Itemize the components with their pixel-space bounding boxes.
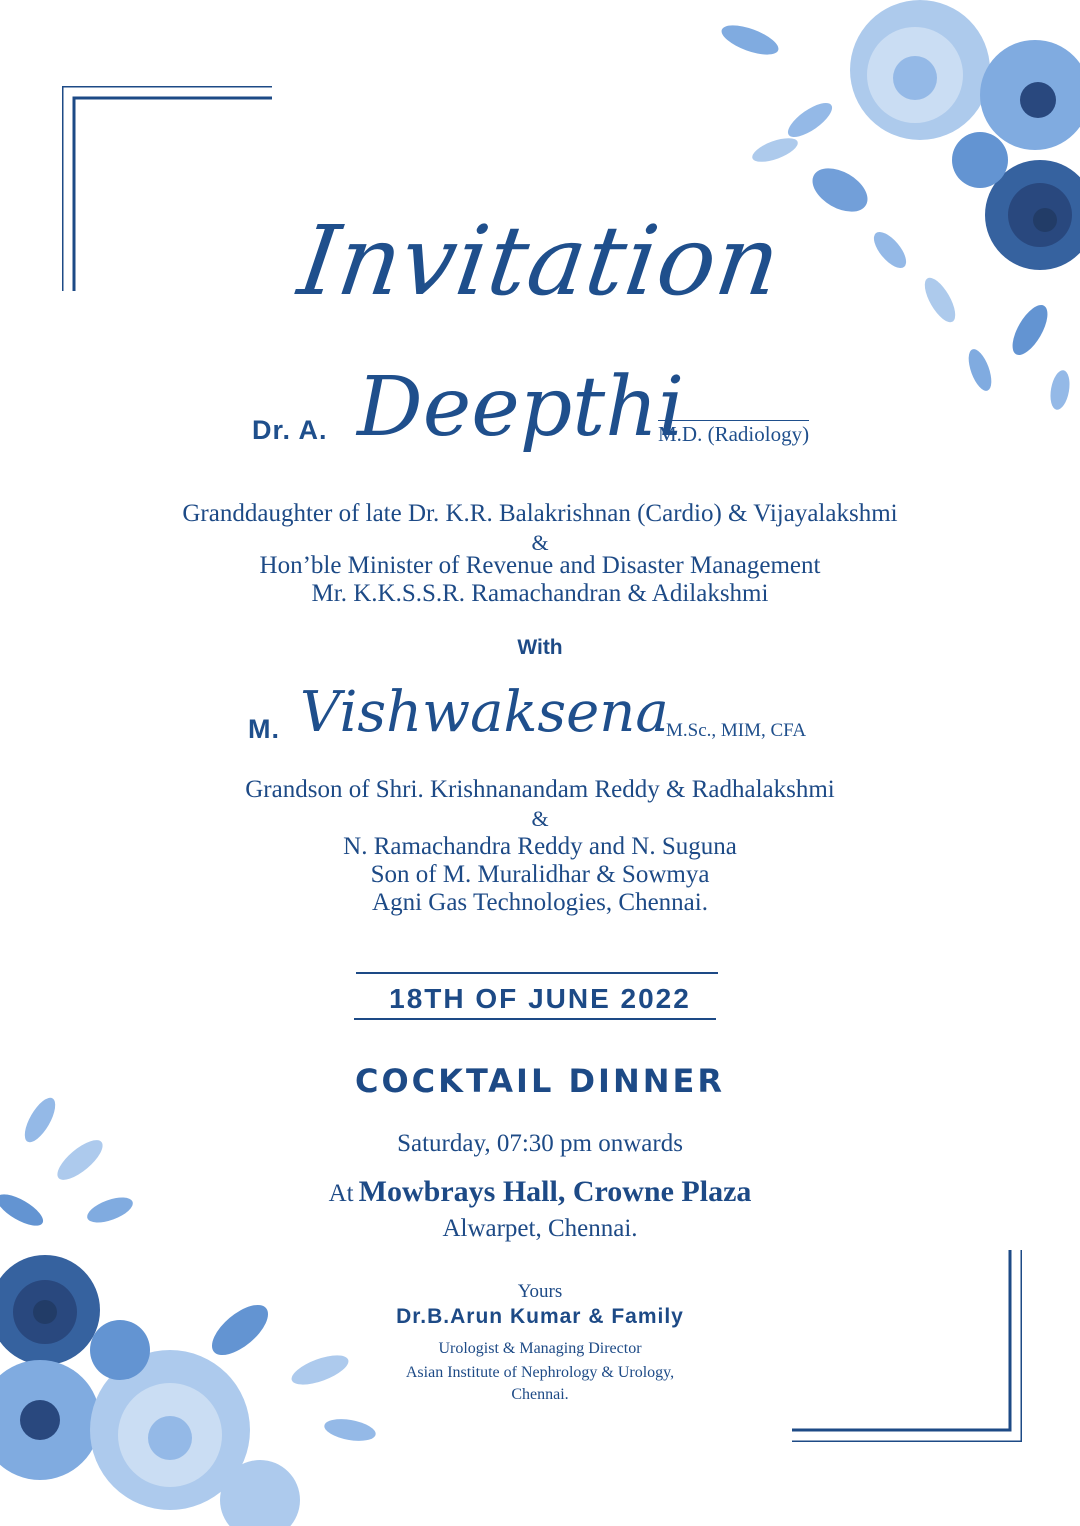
host-title: Urologist & Managing Director — [438, 1340, 642, 1357]
groom-family-amp: & — [531, 806, 549, 831]
bride-family-line-2: Hon’ble Minister of Revenue and Disaster Management — [259, 552, 821, 579]
event-time: Saturday, 07:30 pm onwards — [397, 1130, 683, 1157]
date-top-rule — [356, 972, 718, 974]
event-name: COCKTAIL DINNER — [354, 1062, 726, 1100]
venue-city: Alwarpet, Chennai. — [442, 1215, 638, 1242]
bride-family-line-3: Mr. K.K.S.S.R. Ramachandran & Adilakshmi — [311, 580, 769, 607]
groom-degree: M.Sc., MIM, CFA — [666, 720, 807, 741]
groom-family-line-4: Agni Gas Technologies, Chennai. — [372, 889, 708, 916]
groom-name: Vishwaksena — [300, 680, 669, 745]
venue-name: Mowbrays Hall, Crowne Plaza — [358, 1175, 752, 1208]
with-label: With — [517, 636, 563, 659]
host-city: Chennai. — [511, 1386, 569, 1403]
closing-yours: Yours — [517, 1281, 563, 1302]
groom-family-line-1: Grandson of Shri. Krishnanandam Reddy & Radhalakshmi — [245, 776, 835, 803]
bride-degree: M.D. (Radiology) — [658, 422, 810, 446]
event-venue — [0, 1175, 1080, 1209]
bride-name: Deepthi — [357, 360, 685, 455]
groom-family-line-2: N. Ramachandra Reddy and N. Suguna — [343, 833, 737, 860]
date-bottom-rule — [354, 1018, 716, 1020]
bride-prefix: Dr. A. — [252, 415, 328, 445]
groom-prefix: M. — [248, 714, 280, 744]
invitation-title: Invitation — [292, 205, 788, 317]
host-institute: Asian Institute of Nephrology & Urology, — [405, 1364, 675, 1381]
bride-family-amp: & — [531, 530, 549, 555]
groom-family-line-3: Son of M. Muralidhar & Sowmya — [370, 861, 710, 888]
host-name: Dr.B.Arun Kumar & Family — [396, 1305, 684, 1328]
bride-family-line-1: Granddaughter of late Dr. K.R. Balakrishnan (Cardio) & Vijayalakshmi — [182, 500, 898, 527]
event-date: 18TH OF JUNE 2022 — [389, 983, 691, 1014]
venue-prefix: At — [328, 1180, 354, 1207]
